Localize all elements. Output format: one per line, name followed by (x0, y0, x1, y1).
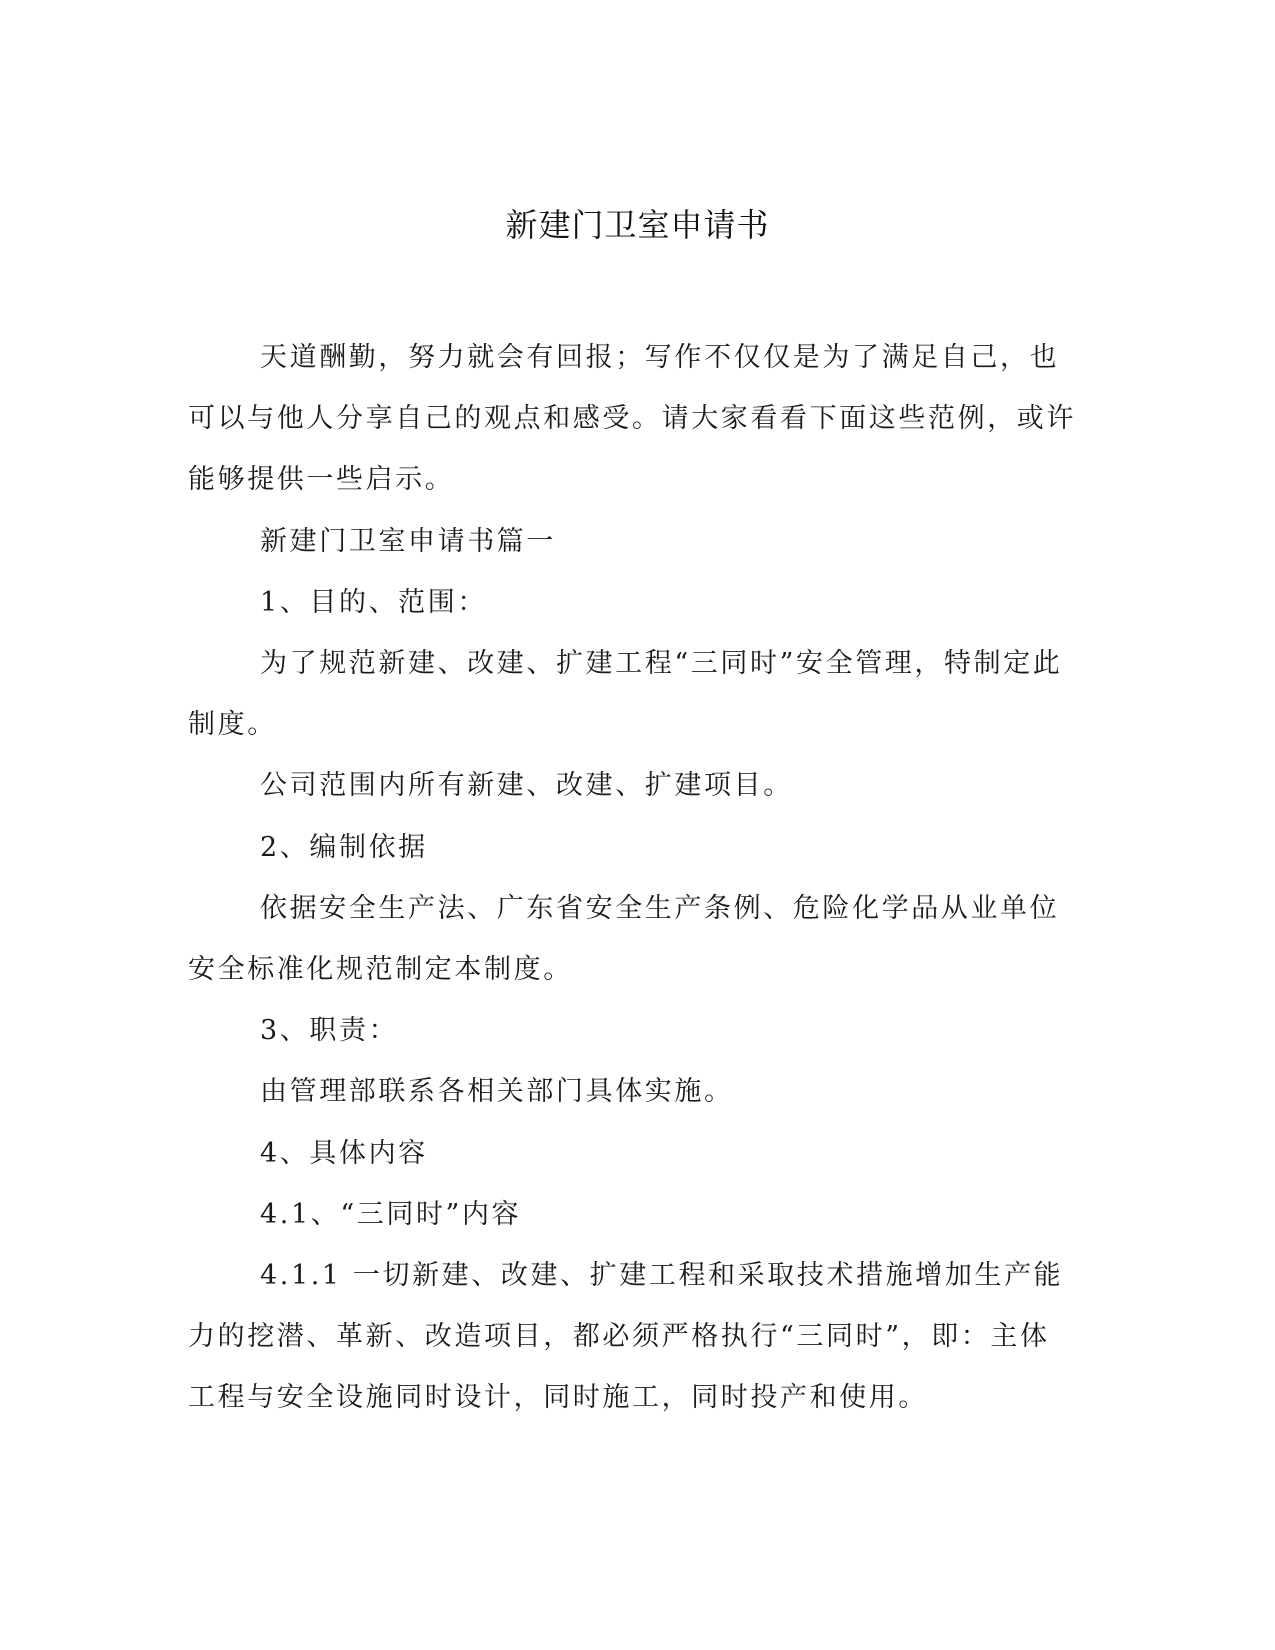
item-heading: 1、目的、范围： (260, 586, 487, 618)
item-heading: 2、编制依据 (260, 831, 428, 863)
body-paragraph: 为了规范新建、改建、扩建工程“三同时”安全管理，特制定此制度。 (188, 648, 1063, 741)
intro-paragraph: 天道酬勤，努力就会有回报；写作不仅仅是为了满足自己，也可以与他人分享自己的观点和感受。请大家看看下面这些范例，或许能够提供一些启示。 (188, 342, 1076, 496)
body-paragraph: 公司范围内所有新建、改建、扩建项目。 (260, 770, 793, 802)
section-heading: 新建门卫室申请书篇一 (260, 525, 556, 557)
body-paragraph: 4.1.1 一切新建、改建、扩建工程和采取技术措施增加生产能力的挖潜、革新、改造项目，都必须严格执行“三同时”，即：主体工程与安全设施同时设计，同时施工，同时投产和使用。 (188, 1260, 1064, 1414)
sub-item-heading: 4.1、“三同时”内容 (260, 1198, 522, 1230)
body-paragraph: 由管理部联系各相关部门具体实施。 (260, 1076, 734, 1108)
document-title: 新建门卫室申请书 (505, 206, 770, 244)
body-paragraph: 依据安全生产法、广东省安全生产条例、危险化学品从业单位安全标准化规范制定本制度。 (188, 892, 1060, 986)
document-body (188, 327, 1078, 1429)
item-heading: 4、具体内容 (260, 1137, 428, 1169)
item-heading: 3、职责： (260, 1015, 399, 1047)
